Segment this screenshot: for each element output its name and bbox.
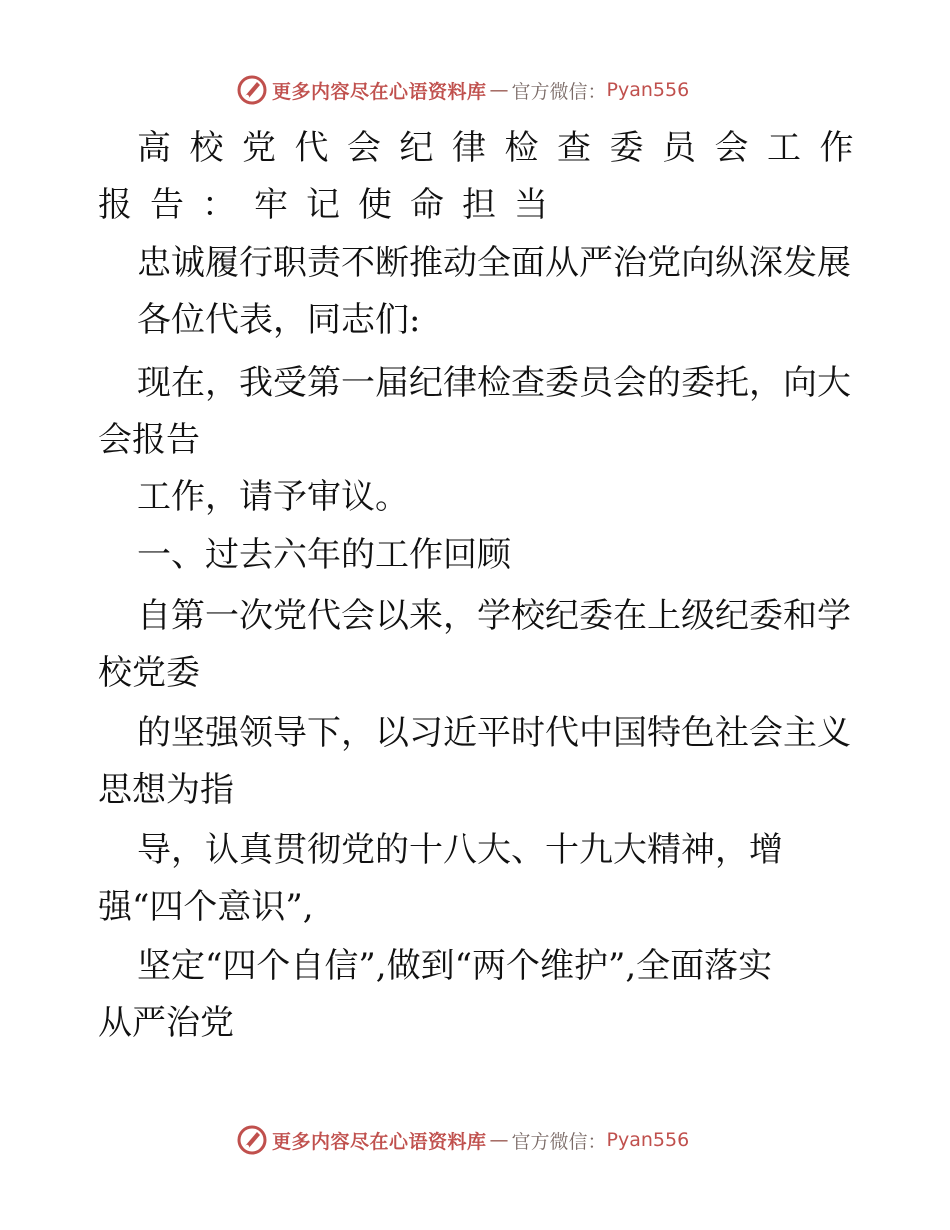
doc-line: 会报告 [98, 420, 200, 460]
doc-line: 校党委 [98, 653, 200, 693]
doc-line: 自第一次党代会以来，学校纪委在上级纪委和学 [137, 596, 851, 636]
doc-line: 强“四个意识”, [98, 887, 314, 927]
header-library-text: 更多内容尽在心语资料库 [272, 80, 487, 103]
doc-title-line-1: 高校党代会纪律检查委员会工作 [137, 128, 872, 168]
footer-banner [236, 1122, 689, 1158]
doc-line: 现在，我受第一届纪律检查委员会的委托，向大 [137, 363, 851, 403]
doc-line: 思想为指 [98, 770, 234, 810]
doc-title-line-2: 报告：牢记使命担当 [98, 185, 566, 225]
doc-line: 忠诚履行职责不断推动全面从严治党向纵深发展 [137, 243, 851, 283]
doc-line: 一、过去六年的工作回顾 [137, 535, 511, 575]
header-banner [236, 72, 689, 108]
header-wechat-id: Pyan556 [606, 79, 690, 101]
footer-wechat-label: 官方微信： [511, 1130, 607, 1153]
header-wechat-label: 官方微信： [511, 80, 607, 103]
doc-line: 各位代表，同志们: [137, 300, 421, 340]
footer-wechat-id: Pyan556 [606, 1129, 690, 1151]
brand-logo-icon [236, 74, 268, 106]
footer-library-text: 更多内容尽在心语资料库 [272, 1130, 487, 1153]
doc-line: 的坚强领导下，以习近平时代中国特色社会主义 [137, 713, 851, 753]
doc-line: 导，认真贯彻党的十八大、十九大精神，增 [137, 830, 783, 870]
doc-line: 从严治党 [98, 1003, 234, 1043]
header-dash: — [489, 79, 509, 101]
footer-dash: — [489, 1129, 509, 1151]
doc-line: 坚定“四个自信”,做到“两个维护”,全面落实 [137, 946, 773, 986]
doc-line: 工作，请予审议。 [137, 477, 409, 517]
brand-logo-icon [236, 1124, 268, 1156]
